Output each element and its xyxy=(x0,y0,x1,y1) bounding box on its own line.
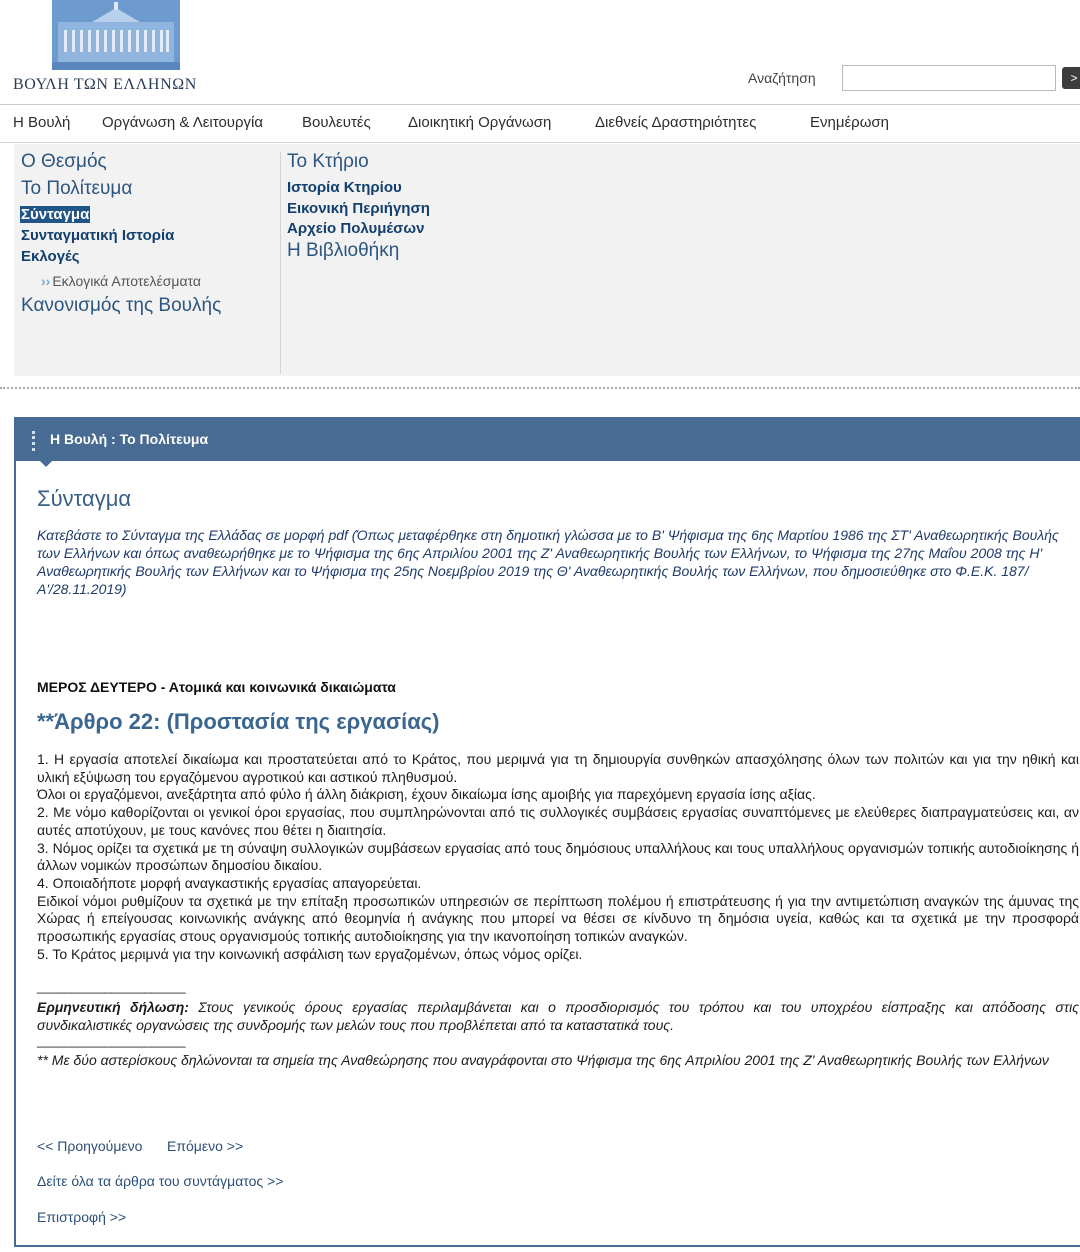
menu-institution[interactable]: Ο Θεσμός xyxy=(21,151,107,172)
interpretive-statement xyxy=(37,998,1079,1034)
menu-const-history[interactable]: Συνταγματική Ιστορία xyxy=(21,227,175,244)
nav-item-international[interactable]: Διεθνείς Δραστηριότητες xyxy=(595,114,757,131)
paragraph: 1. Η εργασία αποτελεί δικαίωμα και προστατεύεται από το Κράτος, που μεριμνά για τη δημιουργία συνθηκών απασχόλησης όλων των πολιτών και για την ηθική και υλική εξύψωση του εργαζόμενου αγροτικού και αστικού πληθυσμού. xyxy=(37,751,1079,785)
menu-election-results[interactable] xyxy=(41,273,201,289)
site-header xyxy=(0,0,1080,104)
main-nav xyxy=(0,105,1080,143)
search-input[interactable] xyxy=(842,65,1056,91)
next-link[interactable]: Επόμενο >> xyxy=(167,1138,244,1154)
nav-item-mps[interactable]: Βουλευτές xyxy=(302,114,371,131)
previous-link[interactable]: << Προηγούμενο xyxy=(37,1138,143,1154)
page-title: Σύνταγμα xyxy=(37,486,132,511)
search-button[interactable]: > xyxy=(1062,67,1080,89)
menu-media-archive[interactable]: Αρχείο Πολυμέσων xyxy=(287,220,425,237)
paragraph: Όλοι οι εργαζόμενοι, ανεξάρτητα από φύλο ή άλλη διάκριση, έχουν δικαίωμα ίσης αμοιβής για παρεχόμενη εργασία ίσης αξίας. xyxy=(37,786,816,803)
nav-item-parliament[interactable]: Η Βουλή xyxy=(13,114,71,131)
parliament-logo[interactable] xyxy=(52,0,180,70)
nav-item-news[interactable]: Ενημέρωση xyxy=(810,114,890,131)
double-chevron-right-icon: ›› xyxy=(41,273,51,289)
menu-election-results-label: Εκλογικά Αποτελέσματα xyxy=(52,273,202,289)
article-title: **Άρθρο 22: (Προστασία της εργασίας) xyxy=(37,709,440,734)
paragraph: 3. Νόμος ορίζει τα σχετικά με τη σύναψη συλλογικών συμβάσεων εργασίας από τους δημόσιους υπαλλήλους και τους υπαλλήλους οργανισμών τοπικής αυτοδιοίκησης ή άλλων νομικών προσώπων δημοσίου δικαίου. xyxy=(37,839,1079,874)
paragraph: 5. Το Κράτος μεριμνά για την κοινωνική ασφάλιση των εργαζομένων, όπως νόμος ορίζει. xyxy=(37,945,583,962)
dots-icon xyxy=(32,431,35,451)
paragraph: 2. Με νόμο καθορίζονται οι γενικοί όροι εργασίας, που συμπληρώνονται από τις συλλογικές συμβάσεις εργασίας συναπτόμενες με ελεύθερες διαπραγματεύσεις και, αν αυτές αποτύχουν, με τους κανόνες που θέτει η διαιτησία. xyxy=(37,804,1079,838)
asterisk-note: ** Με δύο αστερίσκους δηλώνονται τα σημεία της Αναθεώρησης που αναγράφονται στο Ψήφισμα της 6ης Απριλίου 2001 της Ζ' Αναθεωρητικής Βουλής των Ελλήνων xyxy=(37,1052,1049,1068)
nav-item-administration[interactable]: Διοικητική Οργάνωση xyxy=(408,114,552,131)
part-heading: ΜΕΡΟΣ ΔΕΥΤΕΡΟ - Ατομικά και κοινωνικά δικαιώματα xyxy=(37,679,396,695)
constitution-pdf-link[interactable]: Κατεβάστε το Σύνταγμα της Ελλάδας σε μορφή pdf (Όπως μεταφέρθηκε στη δημοτική γλώσσα με το Β' Ψήφισμα της 6ης Μαρτίου 1986 της ΣΤ' Αναθεωρητικής Βουλής των Ελλήνων και όπως αναθεωρήθηκε με το Ψήφισμα της 6ης Απριλίου 2001 της Ζ' Αναθεωρητικής Βουλής των Ελλήνων, το Ψήφισμα της 27ης Μαΐου 2008 της Η' Αναθεωρητικής Βουλής των Ελλήνων και το Ψήφισμα της 25ης Νοεμβρίου 2019 της Θ' Αναθεωρητικής Βουλής των Ελλήνων, που δημοσιεύθηκε στο Φ.Ε.Κ. 187/Α'/28.11.2019) xyxy=(37,527,1059,597)
dotted-separator xyxy=(0,387,1080,389)
search-label: Αναζήτηση xyxy=(748,70,816,86)
menu-library[interactable]: Η Βιβλιοθήκη xyxy=(287,240,400,261)
site-title[interactable]: ΒΟΥΛΗ ΤΩΝ ΕΛΛΗΝΩΝ xyxy=(13,76,197,93)
separator-line: ______________________ xyxy=(37,979,186,994)
article-body xyxy=(37,751,1079,963)
menu-building-history[interactable]: Ιστορία Κτηρίου xyxy=(287,179,402,196)
interpretive-label: Ερμηνευτική δήλωση: xyxy=(37,999,189,1015)
back-link[interactable]: Επιστροφή >> xyxy=(37,1209,127,1225)
menu-virtual-tour[interactable]: Εικονική Περιήγηση xyxy=(287,200,430,217)
breadcrumb[interactable]: Η Βουλή : Το Πολίτευμα xyxy=(50,431,209,447)
all-articles-link[interactable]: Δείτε όλα τα άρθρα του συντάγματος >> xyxy=(37,1173,284,1189)
mega-menu xyxy=(14,144,1080,376)
breadcrumb-bar xyxy=(14,417,1080,461)
menu-building[interactable]: Το Κτήριο xyxy=(287,151,369,172)
menu-polity[interactable]: Το Πολίτευμα xyxy=(21,178,133,199)
separator-line: ______________________ xyxy=(37,1033,186,1048)
nav-item-organization[interactable]: Οργάνωση & Λειτουργία xyxy=(102,114,264,131)
menu-column-divider xyxy=(280,152,281,374)
menu-constitution-active[interactable]: Σύνταγμα xyxy=(21,206,90,223)
interpretive-text: Στους γενικούς όρους εργασίας περιλαμβάνεται και ο προσδιορισμός του τρόπου και του υποχρέου είσπραξης και απόδοσης στις συνδικαλιστικές οργανώσεις της συνδρομής των μελών τους που προβλέπεται από τα καταστατικά τους. xyxy=(37,999,1079,1033)
paragraph: 4. Οποιαδήποτε μορφή αναγκαστικής εργασίας απαγορεύεται. xyxy=(37,874,422,891)
menu-elections[interactable]: Εκλογές xyxy=(21,248,80,265)
menu-rules[interactable]: Κανονισμός της Βουλής xyxy=(21,295,222,316)
paragraph: Ειδικοί νόμοι ρυθμίζουν τα σχετικά με την επίταξη προσωπικών υπηρεσιών σε περίπτωση πολέμου ή επιστράτευσης ή για την αντιμετώπιση αναγκών της άμυνας της Χώρας ή επείγουσας κοινωνικής ανάγκης από θεομηνία ή ανάγκης που μπορεί να θέσει σε κίνδυνο τη δημόσια υγεία, καθώς και τα σχετικά με την προσφορά προσωπικής εργασίας στους οργανισμούς τοπικής αυτοδιοίκησης για την ικανοποίηση τοπικών αναγκών. xyxy=(37,892,1079,945)
